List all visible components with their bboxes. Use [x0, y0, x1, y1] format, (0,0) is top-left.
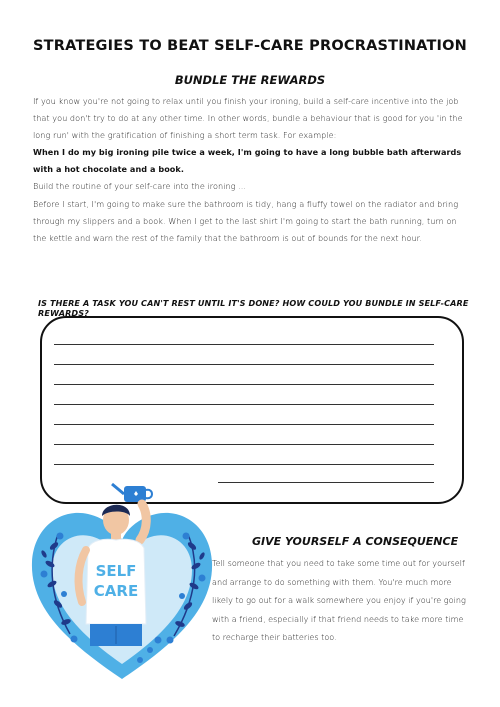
bundle-heading: BUNDLE THE REWARDS [174, 73, 326, 87]
answer-line[interactable] [218, 482, 434, 483]
bundle-example: When I do my big ironing pile twice a week, I'm going to have a long bubble bath afterwards with a hot chocolate and a book. [33, 147, 462, 175]
self-care-illustration [30, 474, 215, 684]
bundle-routine-detail: Before I start, I'm going to make sure the bathroom is tidy, hang a fluffy towel on the radiator and bring through my slippers and a book. When I get to the last shirt I'm going to start the bath running, turn on the kettle and warn the rest of the family that the bathroom is out of bounds for the next hour. [33, 198, 459, 243]
answer-line[interactable] [54, 384, 434, 385]
consequence-heading: GIVE YOURSELF A CONSEQUENCE [252, 535, 459, 548]
bundle-intro: If you know you're not going to relax until you finish your ironing, build a self-care incentive into the job that you don't try to do at any other time. In other words, bundle a behaviour that is good for you 'in the long run' with the gratification of finishing a short term task. For example: [33, 96, 463, 141]
consequence-body: Tell someone that you need to take some time out for yourself and arrange to do something with them. You're much more likely to go out for a walk somewhere you enjoy if you're going with a friend, especially if that friend needs to take more time to recharge their batteries too. [212, 558, 466, 643]
shirt-text-care: CARE [93, 582, 139, 600]
answer-line[interactable] [54, 344, 434, 345]
answer-line[interactable] [54, 364, 434, 365]
shirt-text-self: SELF [95, 562, 137, 580]
watering-can-icon [112, 484, 152, 502]
page-title: STRATEGIES TO BEAT SELF-CARE PROCRASTINATION [32, 38, 468, 54]
bundle-body [33, 93, 468, 247]
reflection-question: IS THERE A TASK YOU CAN'T REST UNTIL IT'S DONE? HOW COULD YOU BUNDLE IN SELF-CARE REWARDS? [38, 298, 469, 318]
bundle-routine-line: Build the routine of your self-care into the ironing ... [33, 181, 247, 192]
answer-line[interactable] [54, 404, 434, 405]
answer-line[interactable] [54, 464, 434, 465]
answer-line[interactable] [54, 444, 434, 445]
answer-line[interactable] [54, 424, 434, 425]
